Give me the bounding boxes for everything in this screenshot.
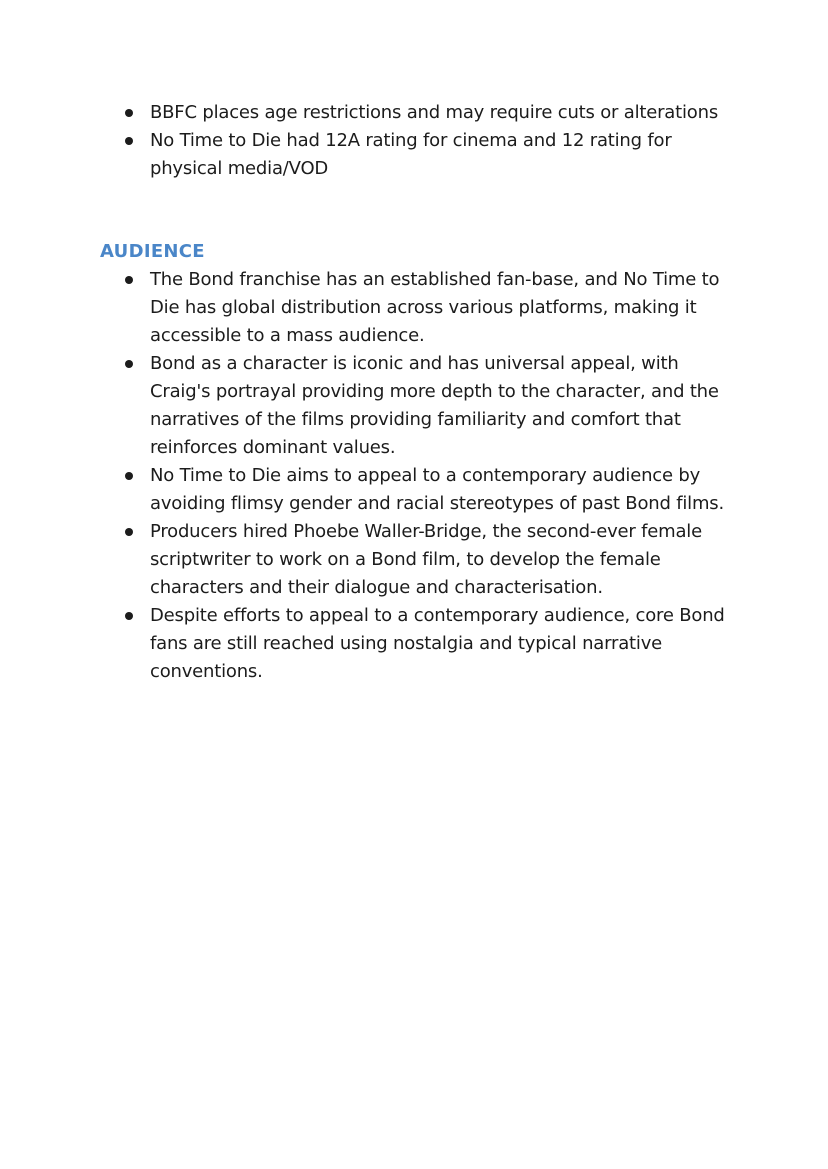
- bullet-icon: [125, 612, 133, 620]
- audience-heading: AUDIENCE: [100, 241, 205, 262]
- audience-bullet-list: [125, 266, 725, 686]
- list-item: [125, 602, 725, 686]
- bullet-icon: [125, 472, 133, 480]
- list-item-text: No Time to Die aims to appeal to a contemporary audience by avoiding flimsy gender and racial stereotypes of past Bond films.: [150, 465, 724, 514]
- bbfc-bullet-list: [125, 99, 725, 183]
- list-item: [125, 266, 725, 350]
- list-item: [125, 350, 725, 462]
- list-item-text: Producers hired Phoebe Waller-Bridge, the second-ever female scriptwriter to work on a Bond film, to develop the female characters and their dialogue and characterisation.: [150, 521, 702, 598]
- list-item-text: Bond as a character is iconic and has universal appeal, with Craig's portrayal providing more depth to the character, and the narratives of the films providing familiarity and comfort that reinforces dominant values.: [150, 353, 719, 458]
- bullet-icon: [125, 137, 133, 145]
- bullet-icon: [125, 528, 133, 536]
- list-item-text: The Bond franchise has an established fan-base, and No Time to Die has global distribution across various platforms, making it accessible to a mass audience.: [150, 269, 720, 346]
- list-item-text: No Time to Die had 12A rating for cinema and 12 rating for physical media/VOD: [150, 130, 672, 179]
- list-item: [125, 462, 725, 518]
- list-item: [125, 127, 725, 183]
- bullet-icon: [125, 276, 133, 284]
- list-item-text: Despite efforts to appeal to a contemporary audience, core Bond fans are still reached using nostalgia and typical narrative conventions.: [150, 605, 725, 682]
- list-item: [125, 99, 725, 127]
- bullet-icon: [125, 109, 133, 117]
- list-item: [125, 518, 725, 602]
- bullet-icon: [125, 360, 133, 368]
- list-item-text: BBFC places age restrictions and may require cuts or alterations: [150, 102, 718, 123]
